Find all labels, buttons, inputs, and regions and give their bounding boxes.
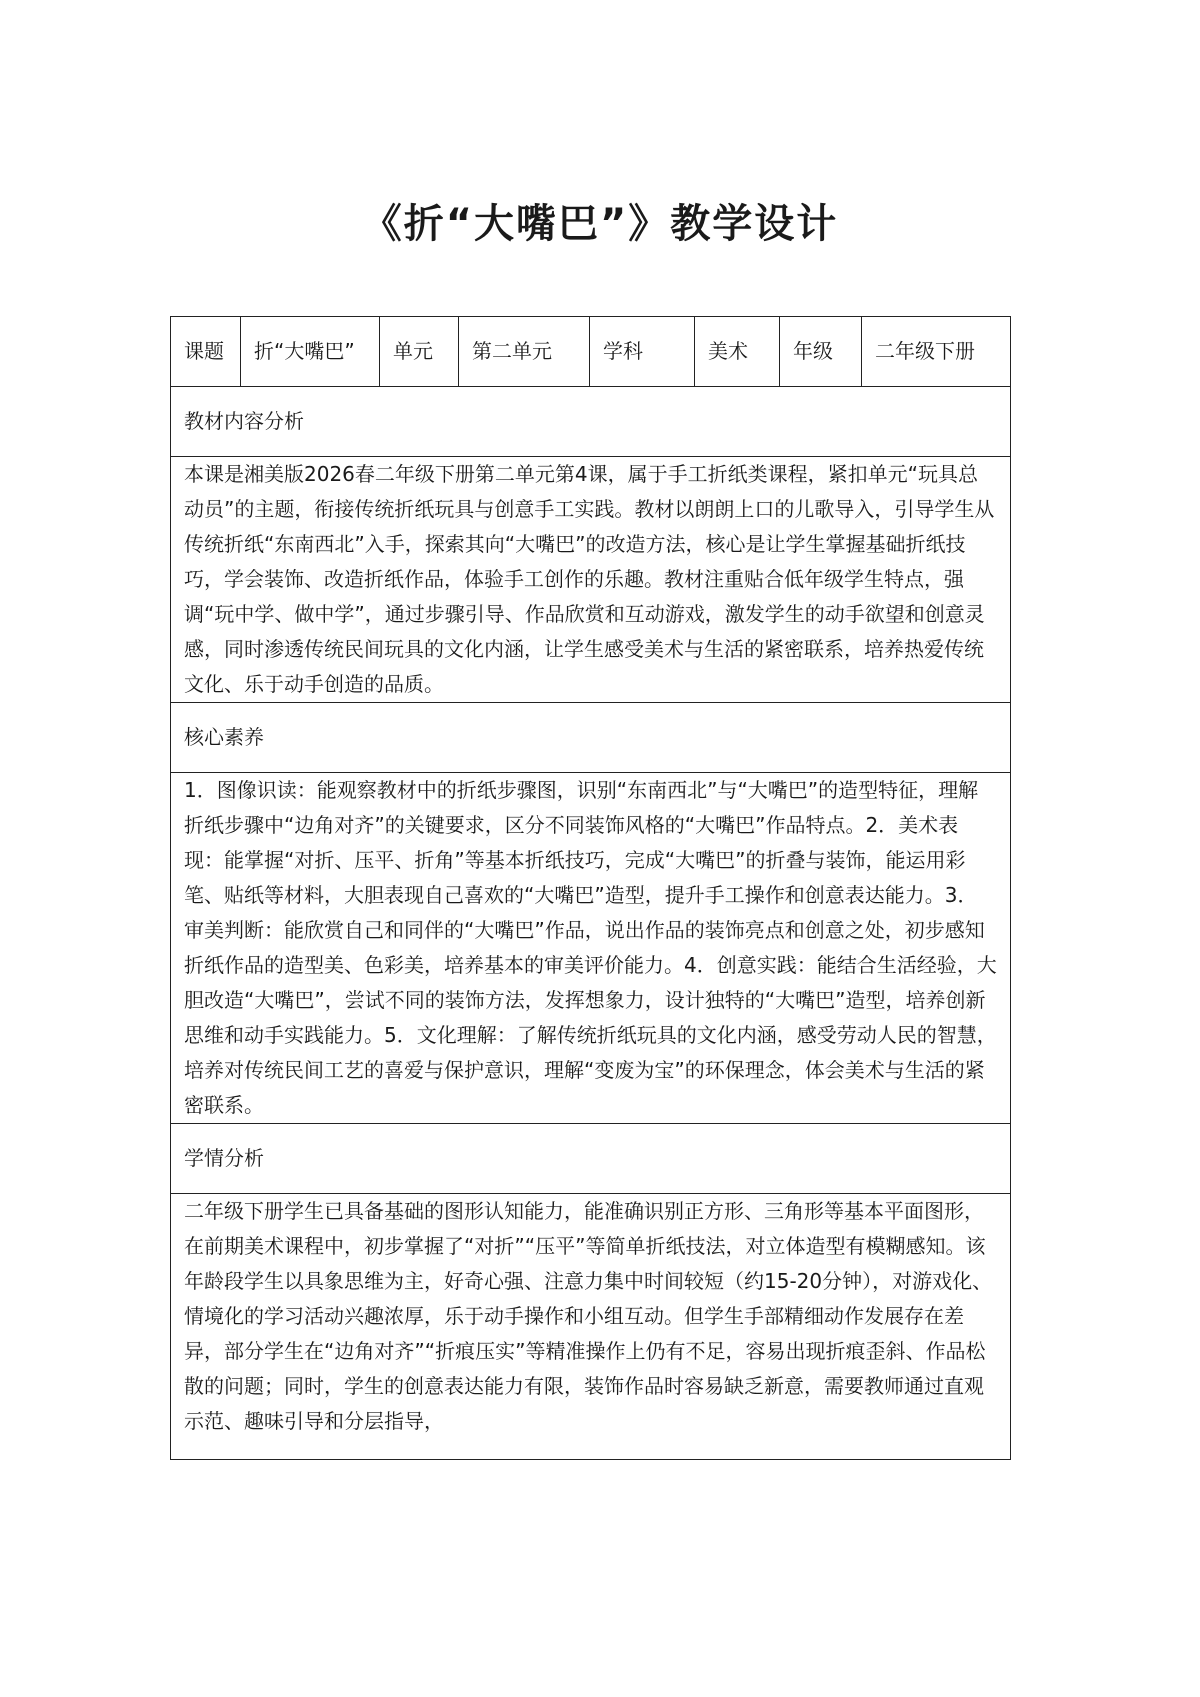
textbook-analysis-content: 本课是湘美版2026春二年级下册第二单元第4课，属于手工折纸类课程，紧扣单元“玩具总动员”的主题，衔接传统折纸玩具与创意手工实践。教材以朗朗上口的儿歌导入，引导学生从传统折纸“东南西北”入手，探索其向“大嘴巴”的改造方法，核心是让学生掌握基础折纸技巧，学会装饰、改造折纸作品，体验手工创作的乐趣。教材注重贴合低年级学生特点，强调“玩中学、做中学”，通过步骤引导、作品欣赏和互动游戏，激发学生的动手欲望和创意灵感，同时渗透传统民间玩具的文化内涵，让学生感受美术与生活的紧密联系，培养热爱传统文化、乐于动手创造的品质。	[171, 457, 1011, 703]
student-analysis-heading: 学情分析	[171, 1124, 1011, 1194]
section-heading-row	[171, 387, 1011, 457]
document-title: 《折“大嘴巴”》教学设计	[361, 201, 839, 247]
topic-value: 折“大嘴巴”	[241, 317, 380, 387]
grade-value: 二年级下册	[862, 317, 1011, 387]
grade-label: 年级	[780, 317, 862, 387]
lesson-plan-table	[170, 316, 1011, 1460]
subject-value: 美术	[695, 317, 780, 387]
core-literacy-content: 1．图像识读：能观察教材中的折纸步骤图，识别“东南西北”与“大嘴巴”的造型特征，理解折纸步骤中“边角对齐”的关键要求，区分不同装饰风格的“大嘴巴”作品特点。2．美术表现：能掌握“对折、压平、折角”等基本折纸技巧，完成“大嘴巴”的折叠与装饰，能运用彩笔、贴纸等材料，大胆表现自己喜欢的“大嘴巴”造型，提升手工操作和创意表达能力。3．审美判断：能欣赏自己和同伴的“大嘴巴”作品，说出作品的装饰亮点和创意之处，初步感知折纸作品的造型美、色彩美，培养基本的审美评价能力。4．创意实践：能结合生活经验，大胆改造“大嘴巴”，尝试不同的装饰方法，发挥想象力，设计独特的“大嘴巴”造型，培养创新思维和动手实践能力。5．文化理解：了解传统折纸玩具的文化内涵，感受劳动人民的智慧，培养对传统民间工艺的喜爱与保护意识，理解“变废为宝”的环保理念，体会美术与生活的紧密联系。	[171, 773, 1011, 1124]
section-content-row	[171, 773, 1011, 1124]
core-literacy-heading: 核心素养	[171, 703, 1011, 773]
unit-value: 第二单元	[459, 317, 590, 387]
section-content-row	[171, 457, 1011, 703]
section-heading-row	[171, 1124, 1011, 1194]
textbook-analysis-heading: 教材内容分析	[171, 387, 1011, 457]
topic-label: 课题	[171, 317, 241, 387]
section-content-row	[171, 1194, 1011, 1460]
student-analysis-content: 二年级下册学生已具备基础的图形认知能力，能准确识别正方形、三角形等基本平面图形，在前期美术课程中，初步掌握了“对折”“压平”等简单折纸技法，对立体造型有模糊感知。该年龄段学生以具象思维为主，好奇心强、注意力集中时间较短（约15-20分钟），对游戏化、情境化的学习活动兴趣浓厚，乐于动手操作和小组互动。但学生手部精细动作发展存在差异，部分学生在“边角对齐”“折痕压实”等精准操作上仍有不足，容易出现折痕歪斜、作品松散的问题；同时，学生的创意表达能力有限，装饰作品时容易缺乏新意，需要教师通过直观示范、趣味引导和分层指导，	[184, 1199, 993, 1433]
student-analysis-cell	[171, 1194, 1011, 1460]
unit-label: 单元	[380, 317, 459, 387]
info-row	[171, 317, 1011, 387]
section-heading-row	[171, 703, 1011, 773]
subject-label: 学科	[590, 317, 695, 387]
